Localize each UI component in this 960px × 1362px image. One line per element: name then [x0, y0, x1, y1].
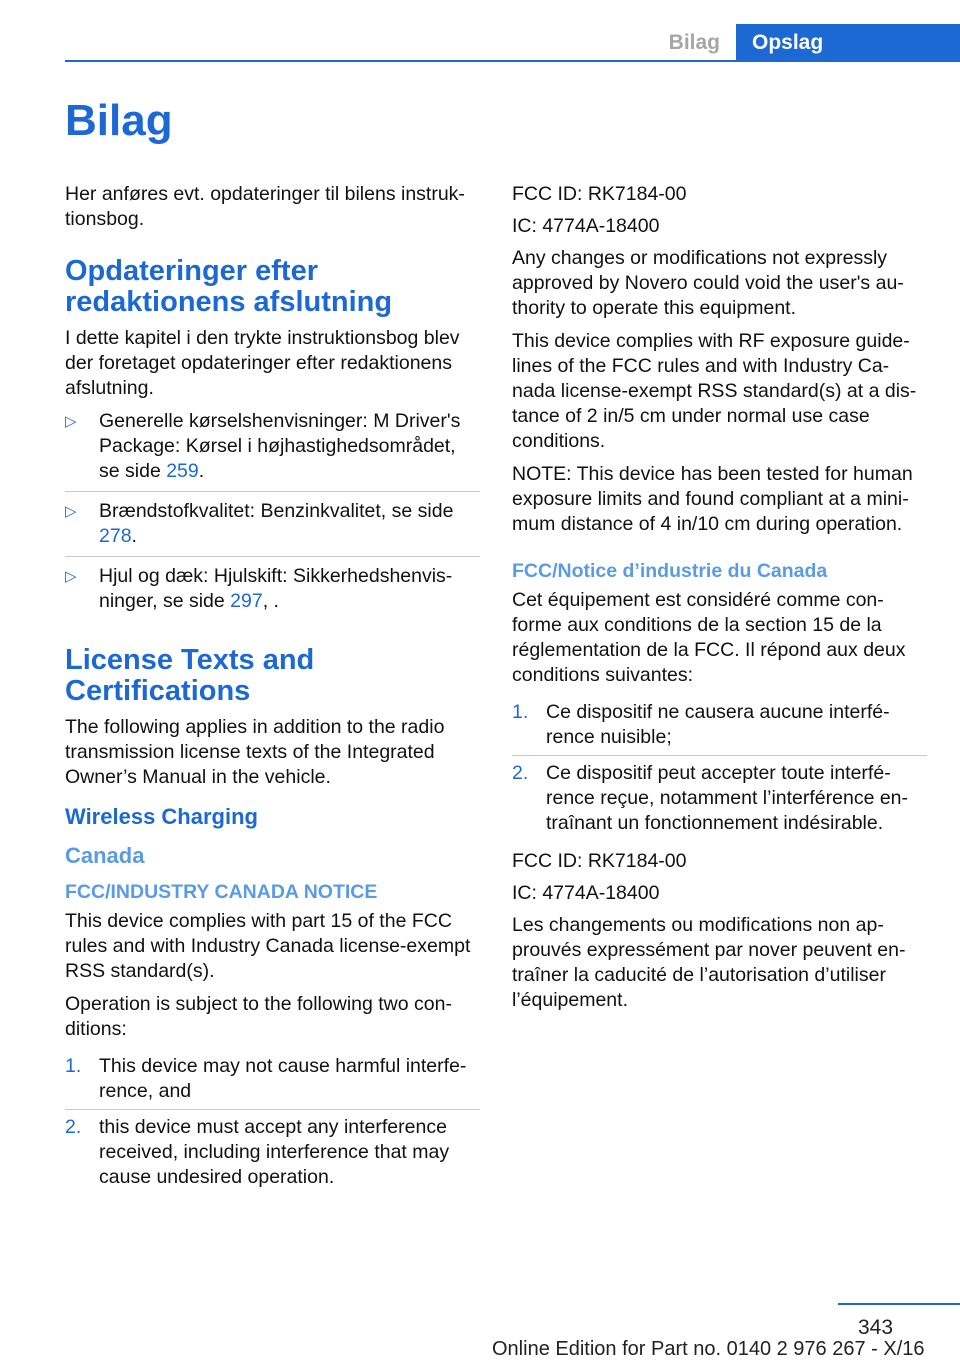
list-item-tail: . [131, 525, 137, 547]
fr-conditions-list [512, 700, 927, 841]
list-item-text: This device may not cause harmful interfe-rence, and [99, 1055, 467, 1102]
edition-text: Online Edition for Part no. 0140 2 976 267 - X/16 [492, 1338, 925, 1360]
list-item [512, 761, 927, 841]
conditions-list [65, 1054, 480, 1195]
fcc-id: FCC ID: RK7184-00 [512, 183, 687, 205]
list-item-tail: . [198, 460, 205, 482]
list-item-text: Brændstofkvalitet: Benzinkvalitet, se side [99, 500, 454, 522]
list-item-text: Ce dispositif ne causera aucune interfé-rence nuisible; [546, 701, 890, 748]
updates-text: I dette kapitel i den trykte instruktionsbog blev der foretaget opdateringer efter redaktionens afslutning. [65, 327, 460, 399]
tab-chapter[interactable]: Opslag [736, 24, 960, 62]
triangle-bullet-icon: ▷ [65, 568, 77, 585]
left-column [65, 182, 480, 1203]
triangle-bullet-icon: ▷ [65, 503, 77, 520]
list-item [65, 1115, 480, 1195]
fr-paragraph-1: Cet équipement est considéré comme con-forme aux conditions de la section 15 de la réglementation de la FCC. Il répond aux deux conditions suivantes: [512, 589, 906, 686]
heading-canada: Canada [65, 843, 145, 868]
ic-number: IC: 4774A-18400 [512, 215, 660, 237]
intro-text: Her anføres evt. opdateringer til bilens instruk-tionsbog. [65, 183, 465, 230]
page-title: Bilag [65, 96, 173, 145]
heading-wireless: Wireless Charging [65, 804, 258, 829]
triangle-bullet-icon: ▷ [65, 413, 77, 430]
list-item [65, 409, 480, 492]
list-number: 1. [512, 701, 529, 723]
changes-text: Any changes or modifications not expressly approved by Novero could void the user's au-thority to operate this equipment. [512, 247, 904, 319]
list-item [65, 1054, 480, 1110]
list-item-text: Hjul og dæk: Hjulskift: Sikkerhedshenvis-ninger, se side [99, 565, 453, 612]
list-item [65, 499, 480, 557]
list-number: 2. [65, 1116, 82, 1138]
heading-fcc-notice: FCC/INDUSTRY CANADA NOTICE [65, 881, 378, 903]
list-item [512, 700, 927, 756]
ic-number-fr: IC: 4774A-18400 [512, 882, 660, 904]
page-link[interactable]: 297 [230, 590, 263, 612]
footer-rule [838, 1303, 960, 1305]
list-item-text: this device must accept any interference received, including interference that may cause undesired operation. [99, 1116, 450, 1188]
list-item-tail: , . [262, 590, 279, 612]
fcc-paragraph-2: Operation is subject to the following two con-ditions: [65, 993, 452, 1040]
fcc-paragraph-1: This device complies with part 15 of the FCC rules and with Industry Canada license-exempt RSS standard(s). [65, 910, 471, 982]
rf-exposure-text: This device complies with RF exposure guide-lines of the FCC rules and with Industry Ca-nada license-exempt RSS standard(s) at a dis-tance of 2 in/5 cm under normal use case conditions. [512, 330, 917, 452]
list-item-text: Generelle kørselshenvisninger: M Driver's Package: Kørsel i højhastighedsområdet, se side [99, 410, 461, 482]
page-number: 343 [858, 1316, 894, 1339]
list-item [65, 564, 480, 621]
list-number: 2. [512, 762, 529, 784]
list-number: 1. [65, 1055, 82, 1077]
right-column [512, 182, 927, 1021]
tab-section[interactable]: Bilag [668, 31, 720, 54]
heading-fcc-notice-fr: FCC/Notice d’industrie du Canada [512, 560, 828, 582]
fr-paragraph-2: Les changements ou modifications non ap-prouvés expressément par nover peuvent en-traîner la caducité de l’autorisation d’utiliser l’équipement. [512, 914, 906, 1011]
heading-updates: Opdateringer efter redaktionens afslutning [65, 255, 393, 318]
license-text: The following applies in addition to the radio transmission license texts of the Integrated Owner’s Manual in the vehicle. [65, 716, 445, 788]
page-link[interactable]: 259 [166, 460, 199, 482]
fcc-id-fr: FCC ID: RK7184-00 [512, 850, 687, 872]
heading-license: License Texts and Certifications [65, 644, 315, 707]
updates-list [65, 409, 480, 621]
note-text: NOTE: This device has been tested for human exposure limits and found compliant at a mini-mum distance of 4 in/10 cm during operation. [512, 463, 913, 535]
list-item-text: Ce dispositif peut accepter toute interfé-rence reçue, notamment l’interférence en-traînant un fonctionnement indésirable. [546, 762, 909, 834]
page-link[interactable]: 278 [99, 525, 132, 547]
